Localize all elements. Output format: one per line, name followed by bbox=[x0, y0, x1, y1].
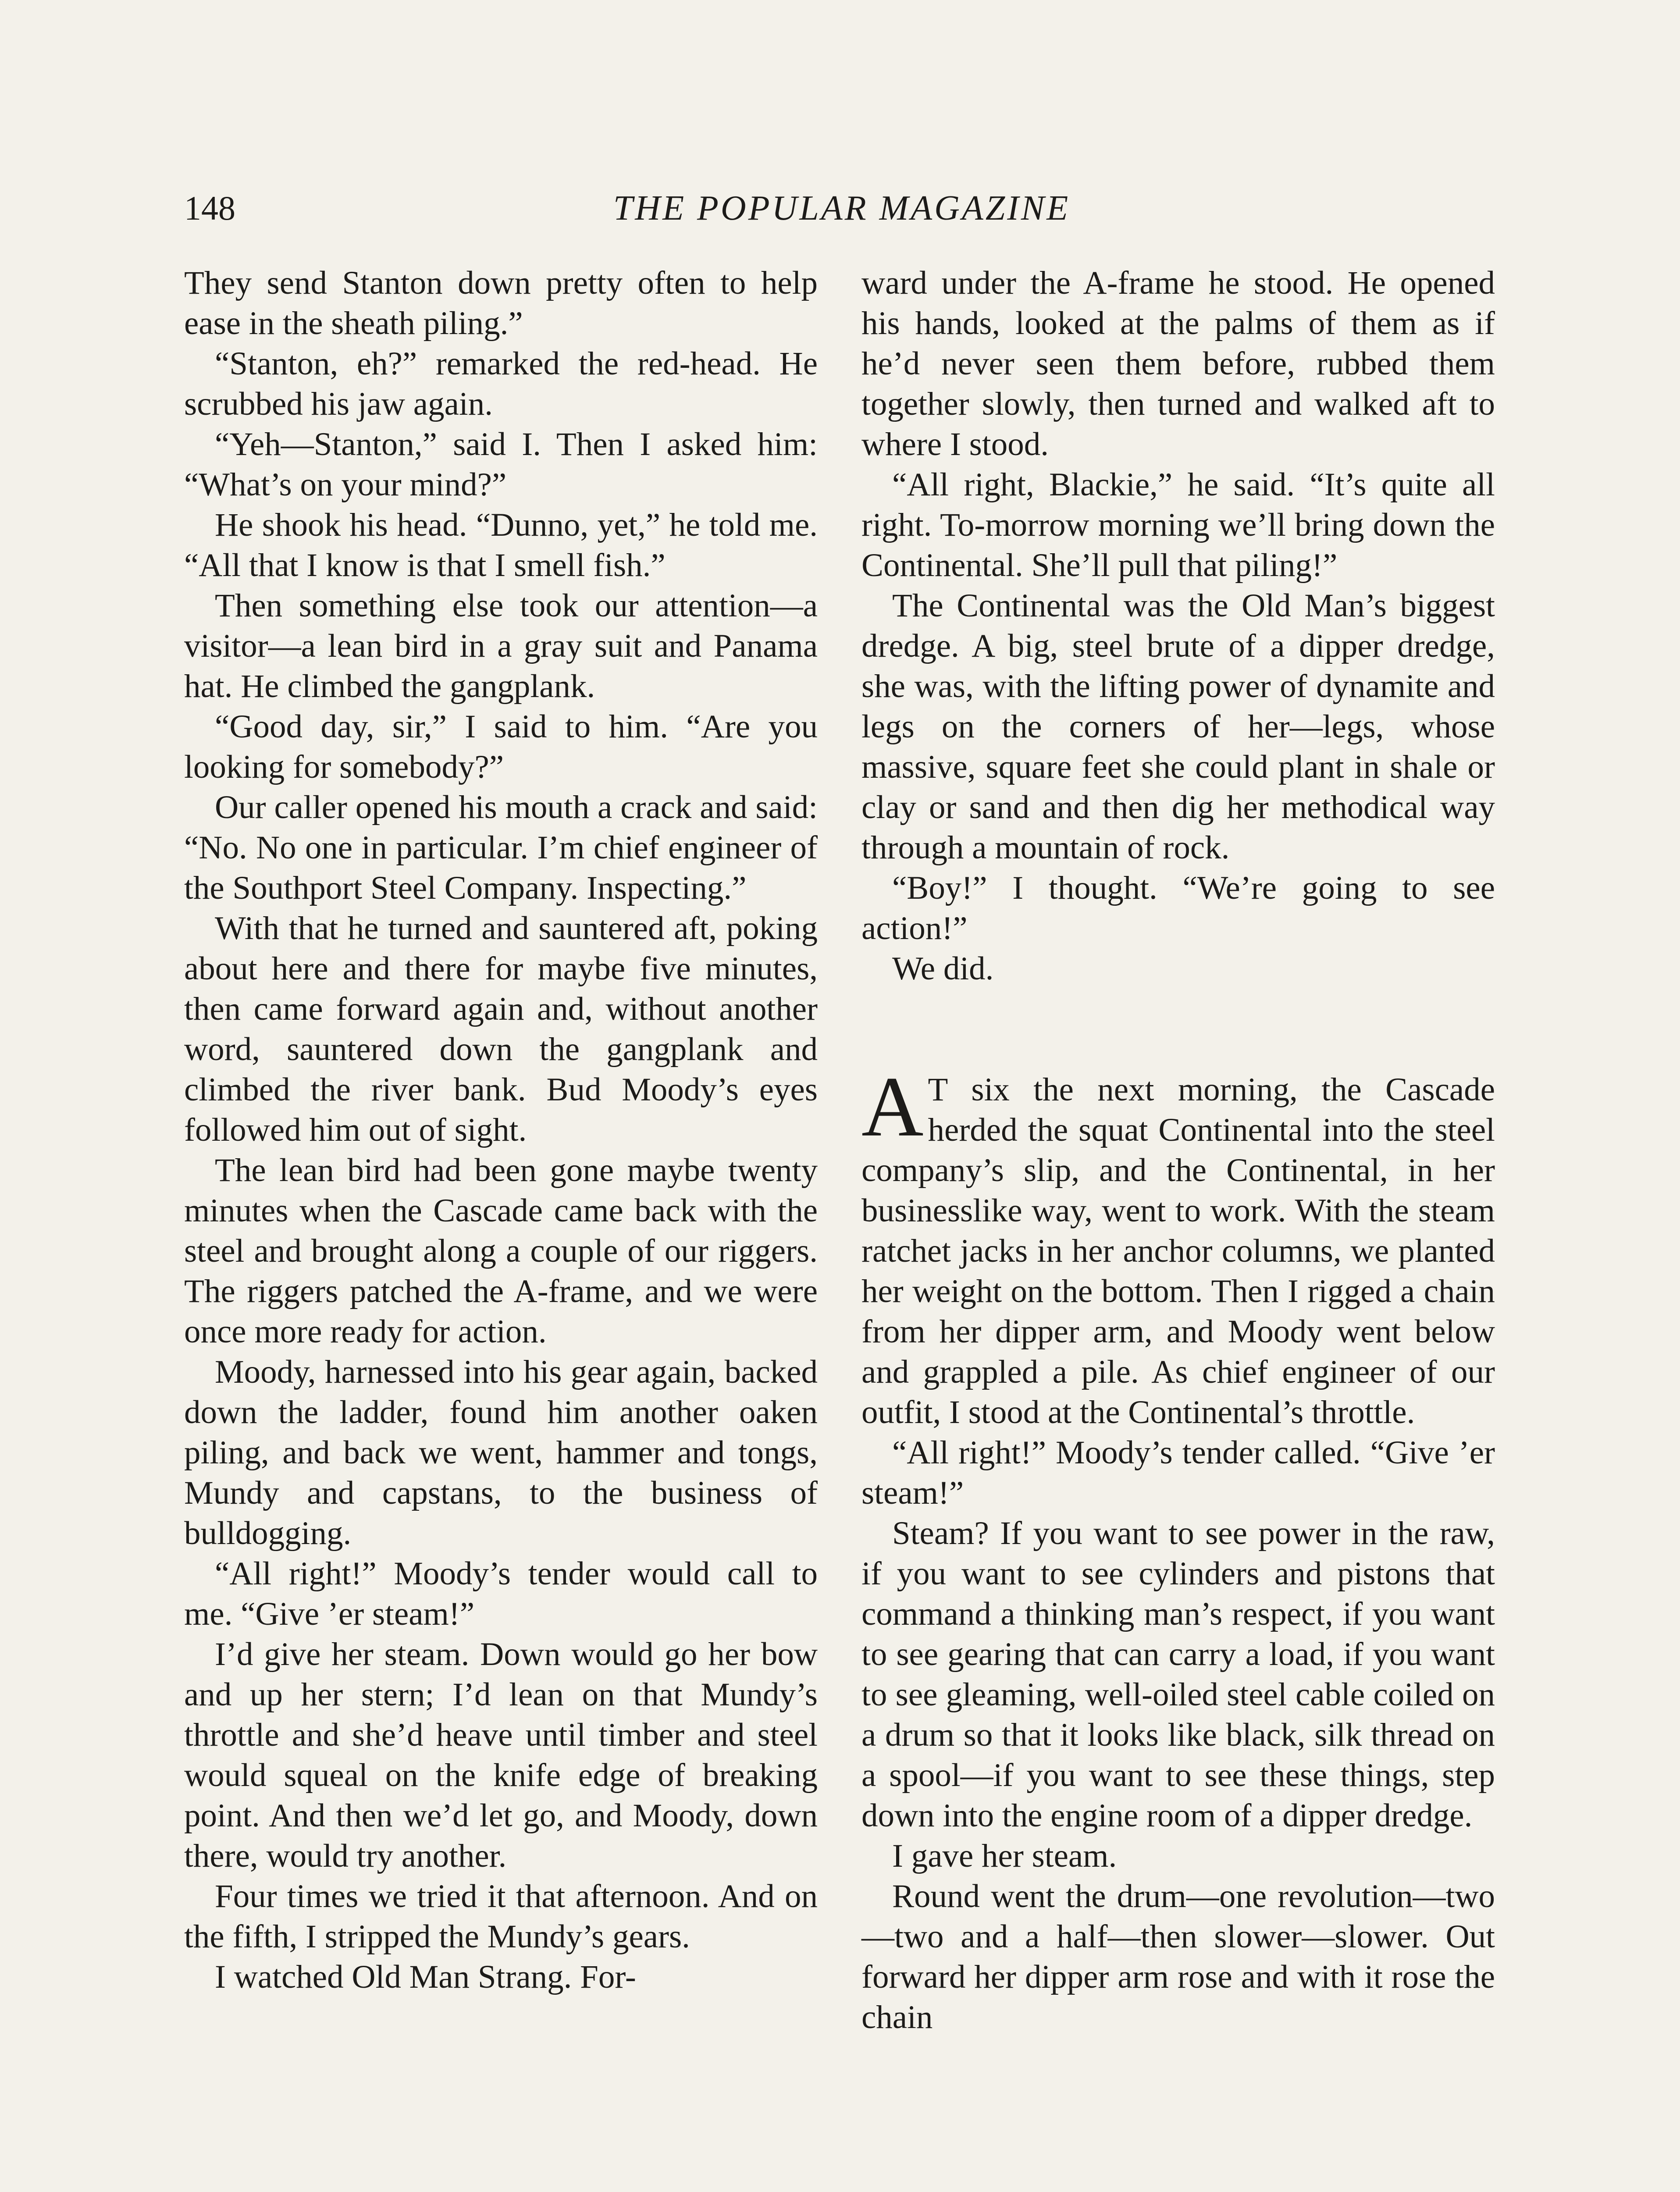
drop-cap: A bbox=[861, 1059, 924, 1154]
running-head: THE POPULAR MAGAZINE bbox=[613, 189, 1071, 228]
paragraph: We did. bbox=[892, 950, 994, 987]
paragraph: “Good day, sir,” I said to him. “Are you looking for somebody?” bbox=[184, 708, 818, 785]
paragraph: I watched Old Man Strang. For- bbox=[215, 1959, 636, 1995]
page-number: 148 bbox=[184, 189, 235, 227]
paragraph: “All right!” Moody’s tender would call to me. “Give ’er steam!” bbox=[184, 1555, 818, 1632]
paragraph: They send Stanton down pretty often to help ease in the sheath piling.” bbox=[184, 265, 818, 342]
paragraph: Our caller opened his mouth a crack and said: “No. No one in particular. I’m chief engineer of the Southport Steel Company. Inspecting.” bbox=[184, 789, 818, 906]
paragraph: The lean bird had been gone maybe twenty minutes when the Cascade came back with the steel and brought along a couple of our riggers. The riggers patched the A-frame, and we were once more ready for action. bbox=[184, 1152, 818, 1350]
right-column bbox=[861, 263, 1495, 2038]
paragraph: He shook his head. “Dunno, yet,” he told me. “All that I know is that I smell fish.” bbox=[184, 507, 818, 584]
paragraph: The Continental was the Old Man’s biggest dredge. A big, steel brute of a dipper dredge, she was, with the lifting power of dynamite and legs on the corners of her—legs, whose massive, square feet she could plant in shale or clay or sand and then dig her methodical way through a mountain of rock. bbox=[861, 587, 1495, 866]
paragraph: I’d give her steam. Down would go her bow and up her stern; I’d lean on that Mundy’s throttle and she’d heave until timber and steel would squeal on the knife edge of breaking point. And then we’d let go, and Moody, down there, would try another. bbox=[184, 1636, 818, 1874]
paragraph: “All right, Blackie,” he said. “It’s quite all right. To-morrow morning we’ll bring down the Continental. She’ll pull that piling!” bbox=[861, 466, 1495, 584]
section-opening-text: T six the next morning, the Cascade herded the squat Continental into the steel company’s slip, and the Continental, in her businesslike way, went to work. With the steam ratchet jacks in her anchor columns, we planted her weight on the bottom. Then I rigged a chain from her dipper arm, and Moody went below and grappled a pile. As chief engineer of our outfit, I stood at the Continental’s throttle. bbox=[861, 1071, 1495, 1430]
paragraph: Moody, harnessed into his gear again, backed down the ladder, found him another oaken piling, and back we went, hammer and tongs, Mundy and capstans, to the business of bulldogging. bbox=[184, 1354, 818, 1551]
paragraph: “Boy!” I thought. “We’re going to see action!” bbox=[861, 870, 1495, 947]
paragraph: With that he turned and sauntered aft, poking about here and there for maybe five minutes, then came forward again and, without another word, sauntered down the gangplank and climbed the river bank. Bud Moody’s eyes followed him out of sight. bbox=[184, 910, 818, 1148]
section-opening-paragraph bbox=[861, 1059, 1495, 1433]
paragraph: Four times we tried it that afternoon. And on the fifth, I stripped the Mundy’s gears. bbox=[184, 1878, 818, 1955]
paragraph: Then something else took our attention—a visitor—a lean bird in a gray suit and Panama hat. He climbed the gangplank. bbox=[184, 587, 818, 705]
paragraph: “Stanton, eh?” remarked the red-head. He scrubbed his jaw again. bbox=[184, 345, 818, 422]
page-header bbox=[184, 184, 1499, 232]
paragraph: I gave her steam. bbox=[892, 1838, 1117, 1874]
paragraph: Round went the drum—one revolution—two—two and a half—then slower—slower. Out forward her dipper arm rose and with it rose the chain bbox=[861, 1878, 1495, 2035]
paragraph: Steam? If you want to see power in the raw, if you want to see cylinders and pistons that command a thinking man’s respect, if you want to see gearing that can carry a load, if you want to see gleaming, well-oiled steel cable coiled on a drum so that it looks like black, silk thread on a spool—if you want to see these things, step down into the engine room of a dipper dredge. bbox=[861, 1515, 1495, 1834]
left-column bbox=[184, 263, 818, 1997]
paragraph: “All right!” Moody’s tender called. “Give ’er steam!” bbox=[861, 1434, 1495, 1511]
paragraph: “Yeh—Stanton,” said I. Then I asked him: “What’s on your mind?” bbox=[184, 426, 818, 503]
paragraph: ward under the A-frame he stood. He opened his hands, looked at the palms of them as if he’d never seen them before, rubbed them together slowly, then turned and walked aft to where I stood. bbox=[861, 265, 1495, 463]
